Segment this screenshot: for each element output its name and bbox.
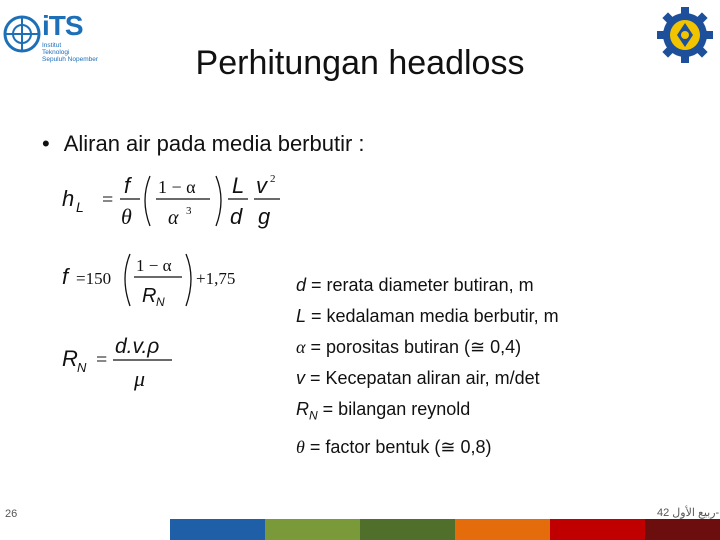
f1-f: f	[124, 173, 131, 198]
formula-reynolds	[60, 330, 220, 400]
f1-num2: 1 − α	[158, 177, 196, 197]
page-title: Perhitungan headloss	[195, 44, 525, 82]
its-logo-word: iTS	[42, 10, 83, 41]
legend-row-alpha	[296, 332, 559, 363]
f2-den-sub: N	[156, 295, 165, 309]
legend-symbol: α	[296, 337, 306, 357]
its-logo-line1: Institut	[42, 42, 62, 49]
legend-text: = bilangan reynold	[317, 399, 471, 419]
footer-bar-segment	[550, 519, 645, 540]
footer-bar-segment	[265, 519, 360, 540]
legend-symbol: θ	[296, 436, 305, 457]
footer-date: ربيع الأول 42-	[657, 507, 720, 519]
legend-symbol: L	[296, 306, 307, 326]
formula-friction	[60, 246, 260, 316]
footer-bar-segment	[645, 519, 720, 540]
formula-headloss	[60, 168, 290, 238]
f1-d: d	[230, 204, 243, 229]
footer-color-bar	[150, 519, 720, 540]
footer-bar-segment	[170, 519, 265, 540]
f1-den2-exp: 3	[186, 205, 192, 217]
legend-row-RN	[296, 394, 559, 432]
legend-symbol: R	[296, 399, 309, 419]
legend-text: = Kecepatan aliran air, m/det	[305, 368, 540, 388]
f3-num: d.v.ρ	[115, 335, 160, 358]
legend-row-theta	[296, 432, 559, 463]
f3-den: μ	[134, 366, 146, 391]
f3-eq: =	[96, 349, 108, 371]
legend-symbol-sub: N	[309, 408, 318, 423]
f2-lhs: f	[62, 264, 69, 289]
legend-text: = rerata diameter butiran, m	[306, 275, 534, 295]
f1-g: g	[258, 204, 271, 229]
legend-text: = kedalaman media berbutir, m	[306, 306, 559, 326]
f1-eq: =	[102, 189, 114, 211]
bullet-item	[42, 131, 365, 157]
f3-lhs-sub: N	[77, 360, 87, 375]
f1-v: v	[256, 173, 267, 198]
legend-symbol: d	[296, 275, 307, 295]
legend-row-L	[296, 301, 559, 332]
footer-bar-segment	[360, 519, 455, 540]
f1-den2: α	[168, 207, 179, 229]
f1-lhs: h	[62, 186, 75, 211]
its-logo-line2: Teknologi	[42, 49, 70, 56]
footer-bar-segment	[455, 519, 550, 540]
symbol-legend	[296, 270, 559, 463]
bullet-dot: •	[42, 131, 50, 156]
f2-eq: =150	[76, 269, 112, 288]
legend-row-v	[296, 363, 559, 394]
legend-text: = porositas butiran (≅ 0,4)	[305, 337, 522, 357]
legend-text: = factor bentuk (≅ 0,8)	[304, 436, 492, 457]
f2-num: 1 − α	[136, 256, 172, 275]
f1-lhs-sub: L	[76, 199, 84, 215]
f1-L: L	[232, 173, 245, 198]
f2-den: R	[142, 285, 157, 307]
bullet-text: Aliran air pada media berbutir :	[63, 131, 365, 156]
f1-theta: θ	[121, 204, 132, 229]
footer-bar-segment	[150, 519, 170, 540]
f1-v-exp: 2	[270, 173, 276, 185]
f3-lhs: R	[62, 346, 78, 371]
its-logo-line3: Sepuluh Nopember	[42, 56, 99, 63]
legend-row-d	[296, 270, 559, 301]
legend-symbol: v	[296, 368, 305, 388]
page-number: 26	[5, 508, 18, 520]
f2-plus: +1,75	[196, 269, 236, 288]
